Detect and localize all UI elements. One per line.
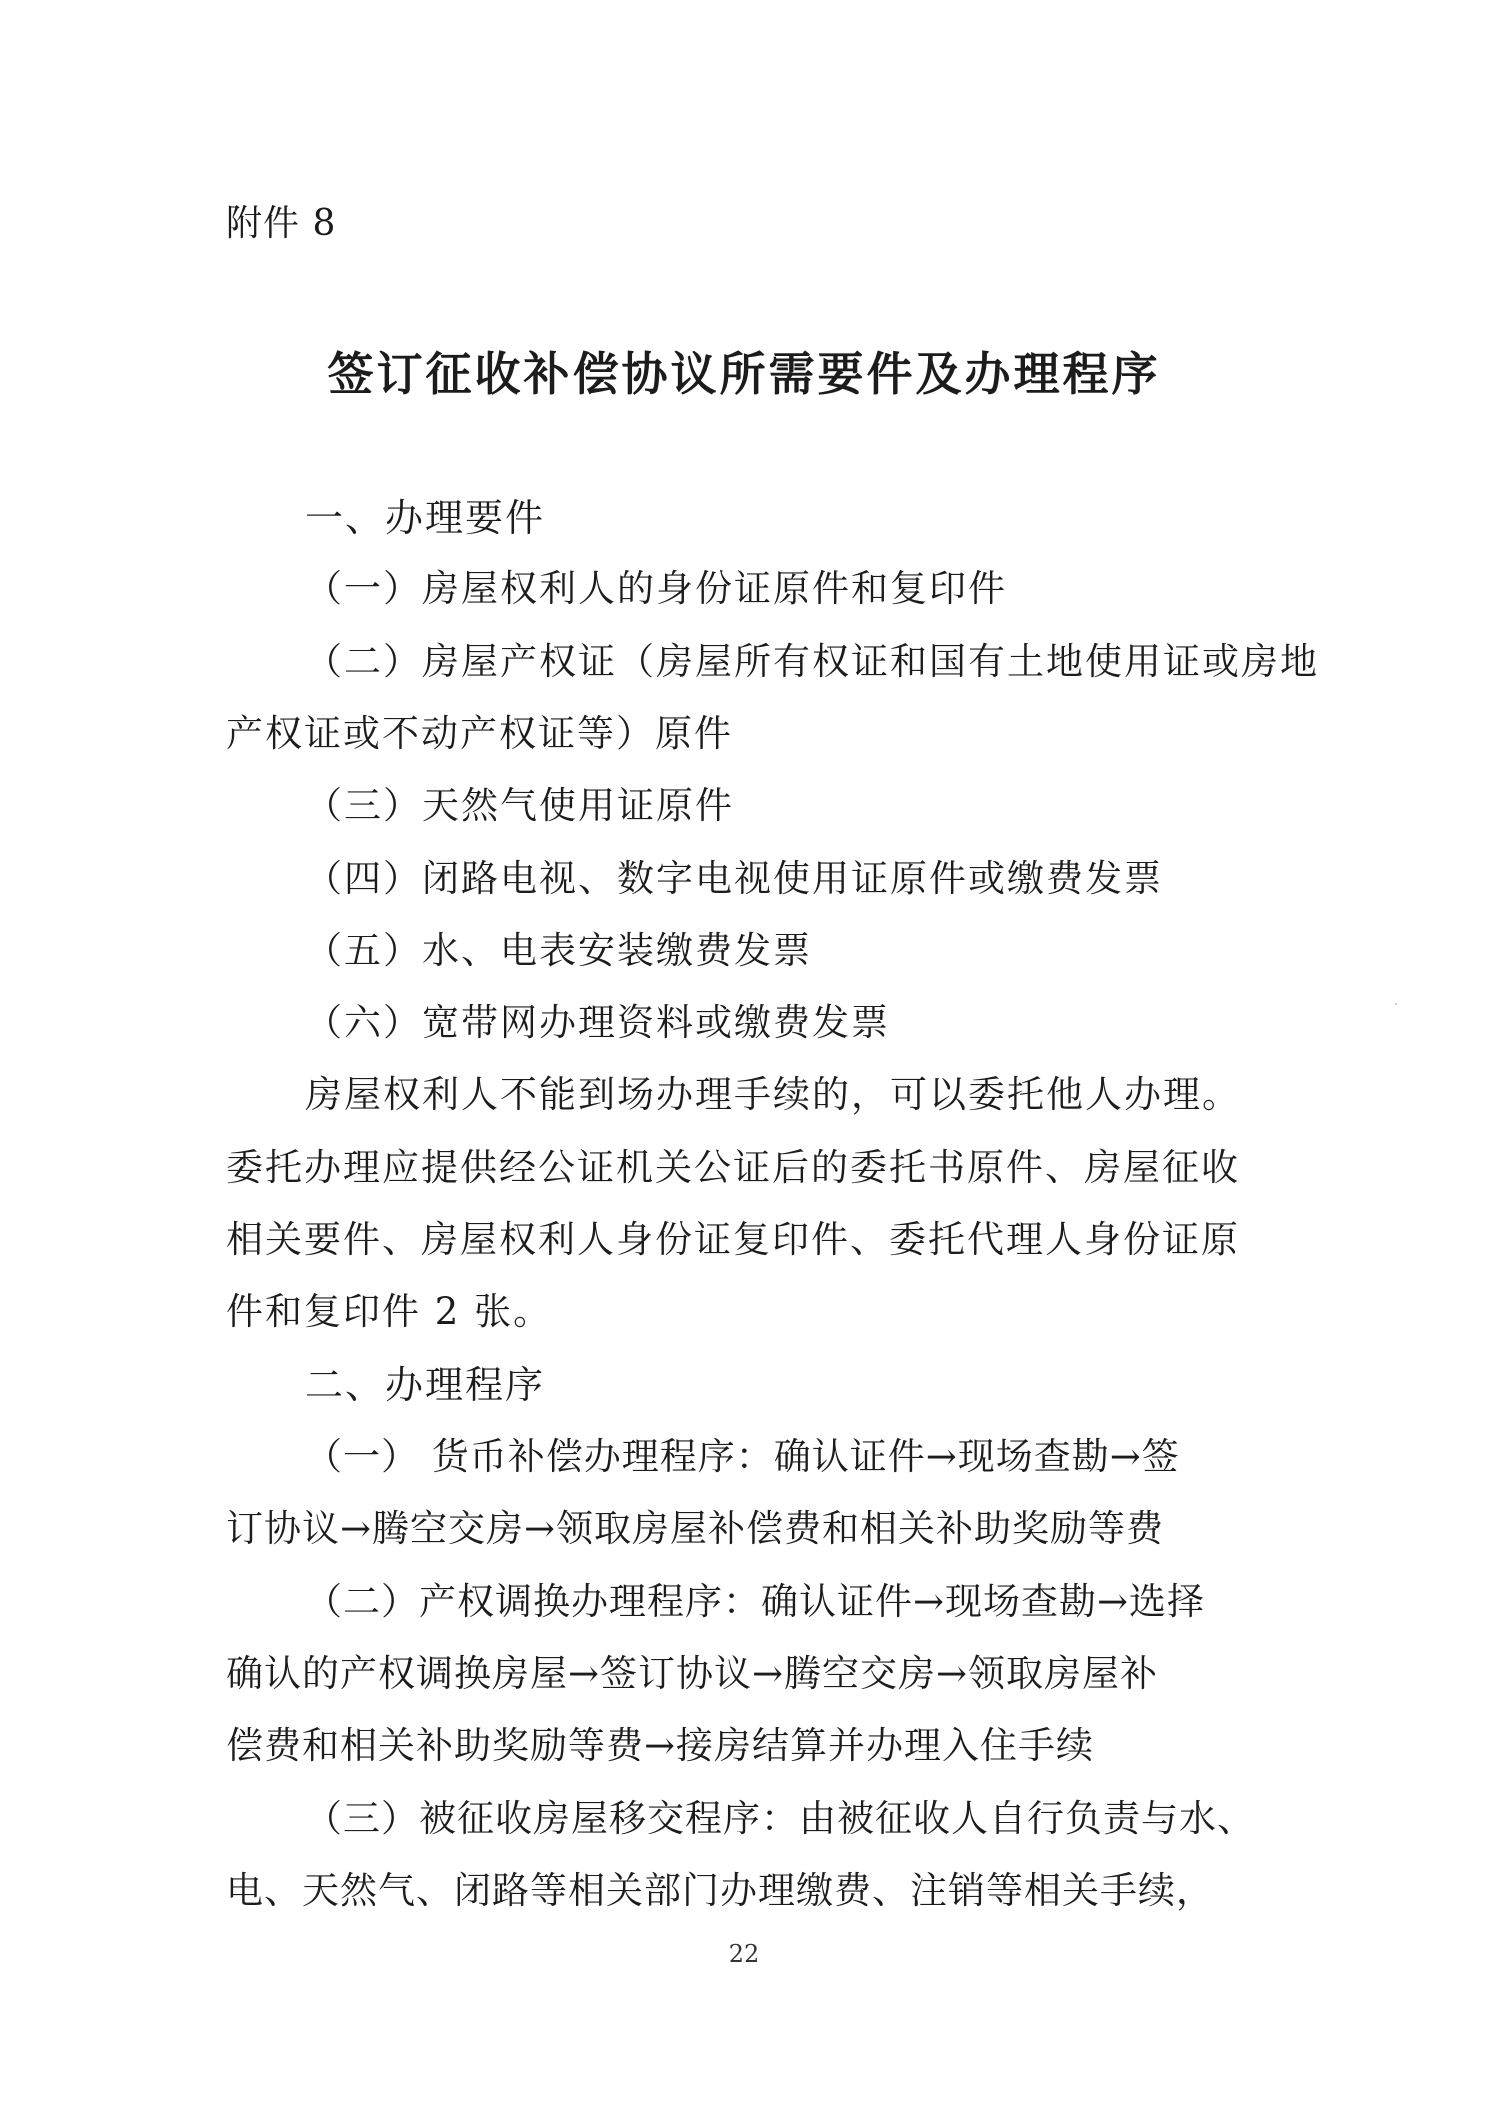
procedure-exchange-line-3: 偿费和相关补助奖励等费→接房结算并办理入住手续 — [226, 1724, 1095, 1767]
procedure-exchange-line-1: （二）产权调换办理程序：确认证件→现场查勘→选择 — [305, 1580, 1206, 1623]
page-number: 22 — [728, 1940, 760, 1968]
requirement-item-6: （六）宽带网办理资料或缴费发票 — [305, 1001, 890, 1044]
document-title: 签订征收补偿协议所需要件及办理程序 — [327, 347, 1161, 401]
procedure-handover-line-1: （三）被征收房屋移交程序：由被征收人自行负责与水、 — [305, 1797, 1255, 1840]
procedure-monetary-line-2: 订协议→腾空交房→领取房屋补偿费和相关补助奖励等费 — [226, 1507, 1165, 1550]
procedure-exchange-line-2: 确认的产权调换房屋→签订协议→腾空交房→领取房屋补 — [226, 1652, 1159, 1695]
scan-artifact — [1395, 1003, 1397, 1005]
delegation-note-line-1: 房屋权利人不能到场办理手续的，可以委托他人办理。 — [305, 1073, 1241, 1116]
section-heading-requirements: 一、办理要件 — [305, 496, 546, 540]
requirement-item-5: （五）水、电表安装缴费发票 — [305, 929, 812, 972]
requirement-item-4: （四）闭路电视、数字电视使用证原件或缴费发票 — [305, 857, 1163, 900]
procedure-handover-line-2: 电、天然气、闭路等相关部门办理缴费、注销等相关手续， — [226, 1869, 1214, 1912]
delegation-note-line-2: 委托办理应提供经公证机关公证后的委托书原件、房屋征收 — [226, 1146, 1240, 1189]
procedure-monetary-line-1: （一） 货币补偿办理程序：确认证件→现场查勘→签 — [305, 1435, 1180, 1478]
delegation-note-line-3: 相关要件、房屋权利人身份证复印件、委托代理人身份证原 — [226, 1218, 1240, 1261]
requirement-item-2-continued: 产权证或不动产权证等）原件 — [226, 712, 733, 755]
section-heading-procedures: 二、办理程序 — [305, 1363, 546, 1407]
delegation-note-line-4: 件和复印件 2 张。 — [226, 1290, 553, 1333]
requirement-item-1: （一）房屋权利人的身份证原件和复印件 — [305, 567, 1007, 610]
requirement-item-3: （三）天然气使用证原件 — [305, 784, 734, 827]
attachment-label: 附件 8 — [226, 203, 337, 244]
requirement-item-2: （二）房屋产权证（房屋所有权证和国有土地使用证或房地 — [305, 640, 1319, 683]
